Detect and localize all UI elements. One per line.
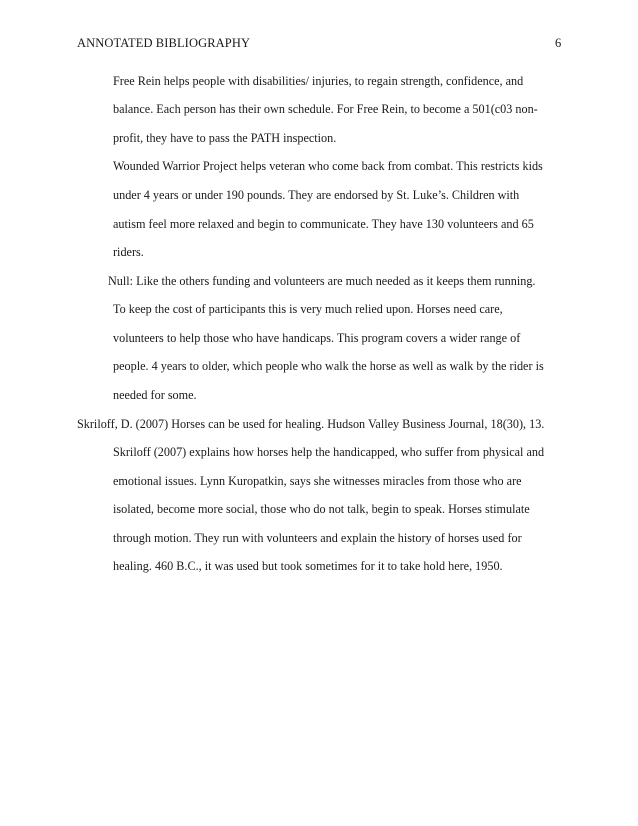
body-line: autism feel more relaxed and begin to communicate. They have 130 volunteers and 65 [113, 217, 534, 231]
body-line: Skriloff (2007) explains how horses help the handicapped, who suffer from physical and [113, 445, 545, 459]
body-line: balance. Each person has their own schedule. For Free Rein, to become a 501(c03 non- [113, 102, 538, 116]
body-line: needed for some. [113, 388, 197, 402]
body-line: emotional issues. Lynn Kuropatkin, says she witnesses miracles from those who are [113, 474, 522, 488]
body-line: under 4 years or under 190 pounds. They are endorsed by St. Luke’s. Children with [113, 188, 520, 202]
body-line: Null: Like the others funding and volunteers are much needed as it keeps them running. [108, 274, 536, 288]
body-line: through motion. They run with volunteers and explain the history of horses used for [113, 531, 522, 545]
citation-line: Skriloff, D. (2007) Horses can be used for healing. Hudson Valley Business Journal, 18(30), 13. [77, 417, 545, 431]
body-line: To keep the cost of participants this is very much relied upon. Horses need care, [113, 302, 503, 316]
body-line: Wounded Warrior Project helps veteran who come back from combat. This restricts kids [113, 159, 543, 173]
page-number: 6 [555, 36, 562, 50]
running-head: ANNOTATED BIBLIOGRAPHY [77, 36, 251, 50]
body-line: profit, they have to pass the PATH inspection. [113, 131, 337, 145]
body-line: isolated, become more social, those who do not talk, begin to speak. Horses stimulate [113, 502, 530, 516]
body-line: people. 4 years to older, which people who walk the horse as well as walk by the rider is [113, 359, 544, 373]
body-line: volunteers to help those who have handicaps. This program covers a wider range of [113, 331, 521, 345]
body-line: Free Rein helps people with disabilities/ injuries, to regain strength, confidence, and [113, 74, 524, 88]
body-line: riders. [113, 245, 144, 259]
body-line: healing. 460 B.C., it was used but took sometimes for it to take hold here, 1950. [113, 559, 503, 573]
